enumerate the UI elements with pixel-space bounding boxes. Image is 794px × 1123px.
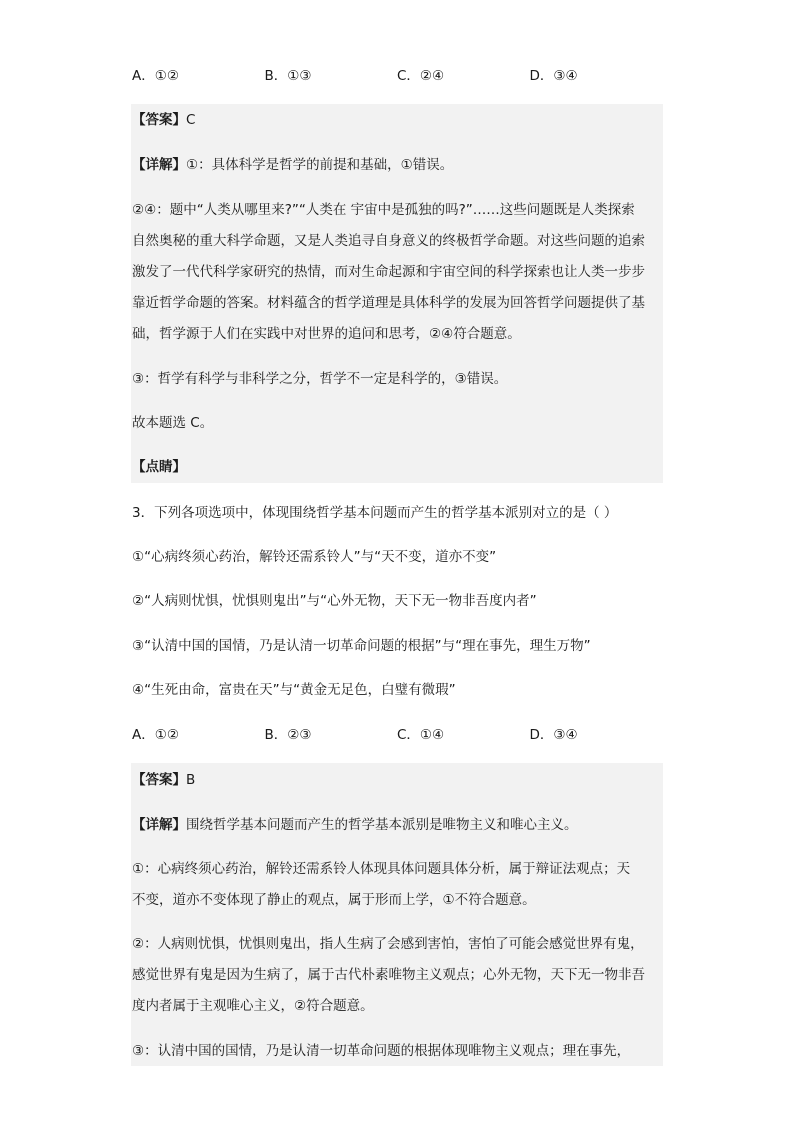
q2-detail-2-line: 激发了一代代科学家研究的热情，而对生命起源和宇宙空间的科学探索也让人类一步步	[132, 264, 645, 280]
q3-detail-1-line: ①：心病终须心药治，解铃还需系铃人体现具体问题具体分析，属于辩证法观点；天	[132, 861, 631, 877]
q3-option-d: D．③④	[529, 727, 578, 743]
q2-detail-1	[132, 155, 662, 175]
q2-option-a: A．①②	[132, 68, 179, 84]
detail-text: ①：具体科学是哲学的前提和基础，①错误。	[186, 157, 454, 173]
detail-text: 围绕哲学基本问题而产生的哲学基本派别是唯物主义和唯心主义。	[186, 817, 578, 833]
q3-option-c: C．①④	[397, 727, 445, 743]
q3-option-a: A．①②	[132, 727, 179, 743]
q3-question: 3．下列各项选项中，体现围绕哲学基本问题而产生的哲学基本派别对立的是（ ）	[132, 505, 618, 521]
q2-conclusion: 故本题选 C。	[132, 415, 214, 431]
answer-tag: 【答案】	[132, 772, 186, 788]
q2-detail-2-line: 靠近哲学命题的答案。材料蕴含的哲学道理是具体科学的发展为回答哲学问题提供了基	[132, 295, 645, 311]
q3-options	[132, 725, 662, 745]
q2-detail-3: ③：哲学有科学与非科学之分，哲学不一定是科学的，③错误。	[132, 371, 508, 387]
q2-detail-2-line: ②④：题中“人类从哪里来?”“人类在 宇宙中是孤独的吗?”……这些问题既是人类探索	[132, 202, 635, 218]
q3-detail-2-line: 度内者属于主观唯心主义，②符合题意。	[132, 998, 374, 1014]
q2-detail-2-line: 础，哲学源于人们在实践中对世界的追问和思考，②④符合题意。	[132, 326, 521, 342]
q3-item-3: ③“认清中国的国情，乃是认清一切革命问题的根据”与“理在事先，理生万物”	[132, 638, 591, 654]
q3-item-2: ②“人病则忧惧，忧惧则鬼出”与“心外无物，天下无一物非吾度内者”	[132, 593, 537, 609]
q2-answer	[132, 110, 662, 130]
detail-tag: 【详解】	[132, 157, 186, 173]
detail-tag: 【详解】	[132, 817, 186, 833]
q3-detail-0	[132, 815, 662, 835]
q2-option-b: B．①③	[264, 68, 312, 84]
q3-detail-2-line: ②：人病则忧惧，忧惧则鬼出，指人生病了会感到害怕，害怕了可能会感觉世界有鬼，	[132, 936, 644, 952]
q2-option-d: D．③④	[529, 68, 578, 84]
q3-option-b: B．②③	[264, 727, 312, 743]
q2-detail-2-line: 自然奥秘的重大科学命题，又是人类追寻自身意义的终极哲学命题。对这些问题的追索	[132, 233, 645, 249]
answer-value: B	[186, 772, 196, 788]
q2-option-c: C．②④	[397, 68, 445, 84]
q3-item-4: ④“生死由命，富贵在天”与“黄金无足色，白璧有微瑕”	[132, 682, 456, 698]
answer-tag: 【答案】	[132, 112, 186, 128]
q3-detail-2-line: 感觉世界有鬼是因为生病了，属于古代朴素唯物主义观点；心外无物，天下无一物非吾	[132, 967, 645, 983]
q3-answer	[132, 770, 662, 790]
answer-value: C	[186, 112, 196, 128]
q3-explanation-block	[131, 763, 663, 1066]
q3-detail-1-line: 不变，道亦不变体现了静止的观点，属于形而上学，①不符合题意。	[132, 892, 536, 908]
q3-detail-3: ③：认清中国的国情，乃是认清一切革命问题的根据体现唯物主义观点；理在事先，	[132, 1043, 631, 1059]
q2-options	[132, 66, 662, 86]
q3-item-1: ①“心病终须心药治，解铃还需系铃人”与“天不变，道亦不变”	[132, 549, 497, 565]
q2-dianjing-tag: 【点睛】	[132, 459, 186, 475]
